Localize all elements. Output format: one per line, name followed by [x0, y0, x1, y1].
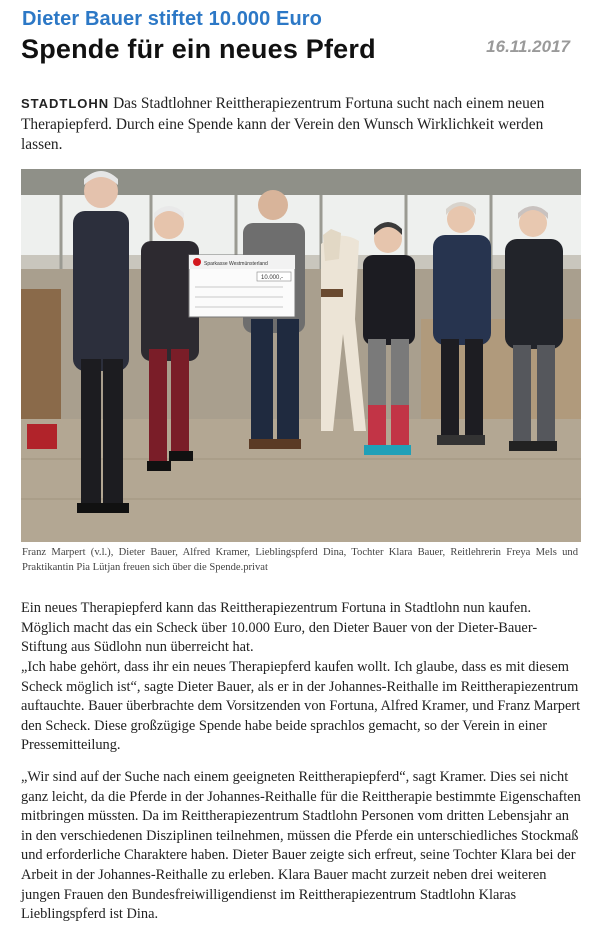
lead-location: STADTLOHN [21, 96, 110, 111]
lead-text: Das Stadtlohner Reittherapiezentrum Fortuna sucht nach einem neuen Therapiepferd. Durch eine Spende kann der Verein den Wunsch Wirklichkeit werden lassen. [21, 95, 545, 153]
article-kicker: Dieter Bauer stiftet 10.000 Euro [22, 8, 322, 30]
photo-caption: Franz Marpert (v.l.), Dieter Bauer, Alfred Kramer, Lieblingspferd Dina, Tochter Klara Bauer, Reitlehrerin Freya Mels und Praktikantin Pia Lütjan freuen sich über die Spende.privat [22, 547, 578, 573]
publication-date: 16.11.2017 [486, 37, 570, 56]
check-bank-label: Sparkasse Westmünsterland [204, 261, 268, 267]
article-paragraph: „Wir sind auf der Suche nach einem geeigneten Reittherapiepferd“, sagt Kramer. Dies sei nicht ganz leicht, da die Pferde in der Johannes-Reithalle für die Reittherapie bestimmte Eigenschaften mitbringen müssten. Da im Reittherapiezentrum Stadtlohn Personen vom dritten Lebensjahr an in den verschiedenen Disziplinen teilnehmen, müssen die Pferde ein unterschiedliches Stockmaß und erforderliche Charaktere haben. Dieter Bauer zeigte sich erfreut, seine Tochter Klara bei der Arbeit in der Johannes-Reithalle zu erleben. Klara Bauer macht zurzeit neben drei weiteren jungen Frauen den Bundesfreiwilligendienst im Reittherapiezentrum Stadtlohn Klaras Lieblingspferd ist Dina. [21, 769, 581, 923]
article-paragraph: „Ich habe gehört, dass ihr ein neues Therapiepferd kaufen wollt. Ich glaube, dass es mit diesem Scheck möglich ist“, sagte Dieter Bauer, als er in der Johannes-Reithalle im Reittherapiezentrum auftauchte. Bauer überbrachte dem Vorsitzenden von Fortuna, Alfred Kramer, und Franz Marpert den Scheck. Diese großzügige Spende habe beide sprachlos gemacht, so der Verein in einer Pressemitteilung. [21, 659, 581, 754]
article-lead [21, 94, 569, 156]
check-amount-label: 10.000,- [261, 275, 284, 281]
article-photo [21, 169, 581, 542]
article-headline: Spende für ein neues Pferd [21, 34, 376, 64]
article-paragraph: Ein neues Therapiepferd kann das Reittherapiezentrum Fortuna in Stadtlohn nun kaufen. Möglich macht das ein Scheck über 10.000 Euro, den Dieter Bauer von der Dieter-Bauer-Stiftung aus Südlohn nun überreicht hat. [21, 600, 538, 656]
